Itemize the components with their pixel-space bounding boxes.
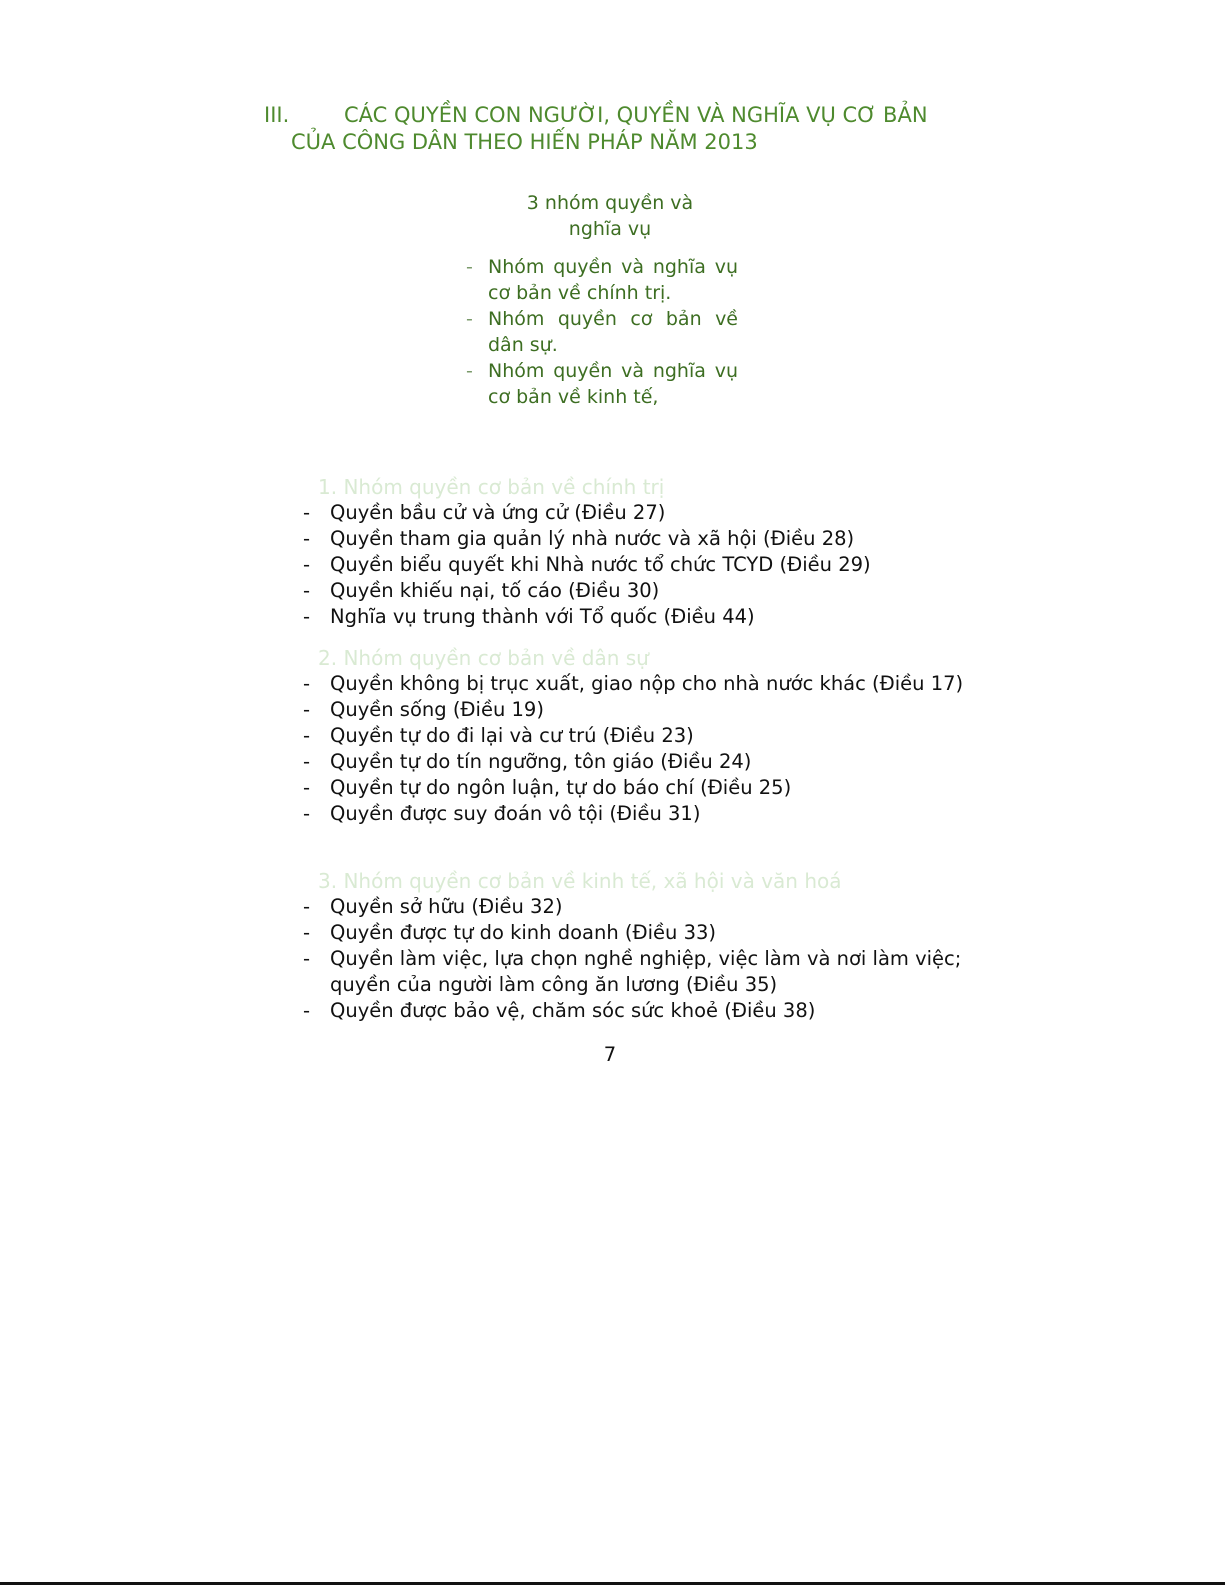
page-number: 7 xyxy=(603,1043,617,1066)
group-civil xyxy=(303,645,983,827)
dash-marker: - xyxy=(303,802,311,825)
group-title: 1. Nhóm quyền cơ bản về chính trị xyxy=(318,475,665,499)
list-item: - Quyền tự do đi lại và cư trú (Điều 23) xyxy=(303,724,694,747)
heading-number: III. xyxy=(264,103,290,127)
dash-marker: - xyxy=(466,360,473,382)
group-economic xyxy=(303,868,983,1024)
dash-marker: - xyxy=(303,750,311,773)
group-title: 2. Nhóm quyền cơ bản về dân sự xyxy=(318,646,649,670)
box-list-item: - Nhóm quyền và nghĩa vụ cơ bản về kinh tế, xyxy=(466,360,738,408)
heading-text-1: CÁC QUYỀN CON NGƯỜI, QUYỀN VÀ NGHĨA VỤ CƠ BẢN xyxy=(344,103,928,127)
dash-marker: - xyxy=(303,698,311,721)
list-item: - Quyền tự do tín ngưỡng, tôn giáo (Điều 24) xyxy=(303,750,752,773)
dash-marker: - xyxy=(466,256,473,278)
box-list-item: - Nhóm quyền và nghĩa vụ cơ bản về chính trị. xyxy=(466,256,738,304)
dash-marker: - xyxy=(303,776,311,799)
dash-marker: - xyxy=(303,501,311,524)
list-item: - Quyền tham gia quản lý nhà nước và xã hội (Điều 28) xyxy=(303,527,855,550)
list-item: - Quyền khiếu nại, tố cáo (Điều 30) xyxy=(303,579,660,602)
list-item: - Quyền sở hữu (Điều 32) xyxy=(303,895,563,918)
dash-marker: - xyxy=(303,527,311,550)
list-item: - Quyền sống (Điều 19) xyxy=(303,698,544,721)
list-item: - Quyền được suy đoán vô tội (Điều 31) xyxy=(303,802,701,825)
box-list xyxy=(466,254,738,410)
dash-marker: - xyxy=(303,553,311,576)
box-title xyxy=(500,190,720,242)
group-items xyxy=(303,500,983,630)
dash-marker: - xyxy=(303,895,311,918)
box-title-line-1: 3 nhóm quyền và xyxy=(526,192,694,214)
dash-marker: - xyxy=(303,999,311,1022)
dash-marker: - xyxy=(303,579,311,602)
group-title: 3. Nhóm quyền cơ bản về kinh tế, xã hội và văn hoá xyxy=(318,869,842,893)
list-item: - Quyền được bảo vệ, chăm sóc sức khoẻ (Điều 38) xyxy=(303,999,816,1022)
dash-marker: - xyxy=(303,605,311,628)
dash-marker: - xyxy=(303,947,311,970)
list-item: - Quyền tự do ngôn luận, tự do báo chí (Điều 25) xyxy=(303,776,792,799)
list-item: - Quyền bầu cử và ứng cử (Điều 27) xyxy=(303,501,666,524)
list-item: - Nghĩa vụ trung thành với Tổ quốc (Điều 44) xyxy=(303,605,755,628)
dash-marker: - xyxy=(303,921,311,944)
list-item: - Quyền làm việc, lựa chọn nghề nghiệp, việc làm và nơi làm việc; quyền của người làm công ăn lương (Điều 35) xyxy=(303,947,962,996)
group-politics xyxy=(303,474,983,630)
heading-line-2: CỦA CÔNG DÂN THEO HIẾN PHÁP NĂM 2013 xyxy=(291,130,758,154)
group-items xyxy=(303,671,983,827)
heading-line-1 xyxy=(264,102,984,129)
dash-marker: - xyxy=(466,308,473,330)
list-item: - Quyền được tự do kinh doanh (Điều 33) xyxy=(303,921,717,944)
box-title-line-2: nghĩa vụ xyxy=(568,218,652,240)
section-heading xyxy=(264,102,984,156)
dash-marker: - xyxy=(303,672,311,695)
group-items xyxy=(303,894,983,1024)
dash-marker: - xyxy=(303,724,311,747)
box-list-item: - Nhóm quyền cơ bản về dân sự. xyxy=(466,308,738,356)
list-item: - Quyền không bị trục xuất, giao nộp cho nhà nước khác (Điều 17) xyxy=(303,672,964,695)
list-item: - Quyền biểu quyết khi Nhà nước tổ chức TCYD (Điều 29) xyxy=(303,553,871,576)
